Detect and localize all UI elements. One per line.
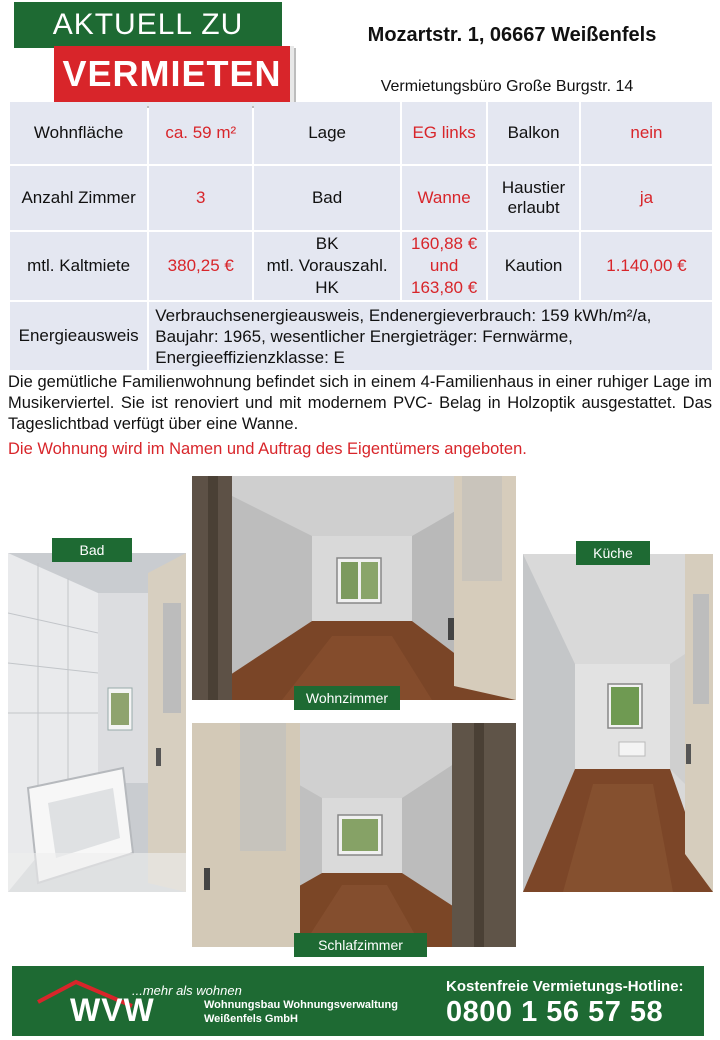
vorauszahlung-value bbox=[402, 232, 486, 300]
details-table bbox=[8, 100, 714, 372]
bad-label: Bad bbox=[254, 166, 400, 230]
kaution-label: Kaution bbox=[488, 232, 579, 300]
footer-banner bbox=[12, 966, 704, 1036]
vz-label-bk: BK bbox=[315, 234, 339, 253]
energieausweis-label: Energieausweis bbox=[10, 302, 147, 370]
wohnzimmer-photo bbox=[192, 476, 516, 700]
wvw-brand: WVW bbox=[70, 992, 155, 1028]
lage-value: EG links bbox=[402, 102, 486, 164]
bad-value: Wanne bbox=[402, 166, 486, 230]
zimmer-value: 3 bbox=[149, 166, 252, 230]
kueche-label-tag: Küche bbox=[576, 541, 650, 565]
logo-line2-box bbox=[54, 46, 294, 106]
wohnflaeche-value: ca. 59 m² bbox=[149, 102, 252, 164]
schlafzimmer-label-tag: Schlafzimmer bbox=[294, 933, 427, 957]
bad-photo bbox=[8, 553, 186, 892]
haustier-value: ja bbox=[581, 166, 712, 230]
hotline-title: Kostenfreie Vermietungs-Hotline: bbox=[446, 978, 684, 995]
lage-label: Lage bbox=[254, 102, 400, 164]
aktuell-zu-vermieten-logo bbox=[14, 2, 296, 106]
kaltmiete-value: 380,25 € bbox=[149, 232, 252, 300]
kaution-value: 1.140,00 € bbox=[581, 232, 712, 300]
vorauszahlung-label bbox=[254, 232, 400, 300]
wohnzimmer-label-tag: Wohnzimmer bbox=[294, 686, 400, 710]
logo-line1: AKTUELL ZU bbox=[14, 2, 282, 48]
haustier-label-line2: erlaubt bbox=[507, 198, 560, 217]
vz-label-main: mtl. Vorauszahl. bbox=[266, 256, 388, 275]
office-address: Vermietungsbüro Große Burgstr. 14 bbox=[380, 78, 634, 95]
description: Die gemütliche Familienwohnung befindet sich in einem 4-Familienhaus in einer ruhiger Lage im Musikerviertel. Sie ist renoviert und mit modernem PVC- Belag in Holzoptik ausgestattet. Das Tageslichtbad verfügt über eine Wanne. bbox=[8, 373, 712, 433]
vz-value-hk: 163,80 € bbox=[411, 278, 478, 297]
kueche-photo bbox=[523, 554, 713, 892]
haustier-label bbox=[488, 166, 579, 230]
address-heading: Mozartstr. 1, 06667 Weißenfels bbox=[367, 24, 657, 46]
energie-line1: Verbrauchsenergieausweis, Endenergieverbrauch: 159 kWh/m²/a, bbox=[155, 305, 652, 325]
energieausweis-text bbox=[149, 302, 712, 370]
energie-line3: Energieeffizienzklasse: E bbox=[155, 347, 345, 367]
vz-value-bk: 160,88 € bbox=[411, 234, 478, 253]
balkon-value: nein bbox=[581, 102, 712, 164]
wohnflaeche-label: Wohnfläche bbox=[10, 102, 147, 164]
vz-label-hk: HK bbox=[315, 278, 339, 297]
energie-line2: Baujahr: 1965, wesentlicher Energieträger: Fernwärme, bbox=[155, 326, 573, 346]
hotline-number[interactable]: 0800 1 56 57 58 bbox=[446, 996, 664, 1028]
haustier-label-line1: Haustier bbox=[501, 178, 566, 197]
company-line1: Wohnungsbau Wohnungsverwaltung bbox=[204, 999, 398, 1011]
balkon-label: Balkon bbox=[488, 102, 579, 164]
owner-notice: Die Wohnung wird im Namen und Auftrag des Eigentümers angeboten. bbox=[8, 440, 527, 458]
zimmer-label: Anzahl Zimmer bbox=[10, 166, 147, 230]
company-line2: Weißenfels GmbH bbox=[204, 1013, 298, 1025]
bad-label-tag: Bad bbox=[52, 538, 132, 562]
logo-line2: VERMIETEN bbox=[54, 46, 290, 102]
schlafzimmer-photo bbox=[192, 723, 516, 947]
kaltmiete-label: mtl. Kaltmiete bbox=[10, 232, 147, 300]
footer-tagline: ...mehr als wohnen bbox=[132, 983, 242, 998]
vz-value-und: und bbox=[429, 256, 459, 275]
